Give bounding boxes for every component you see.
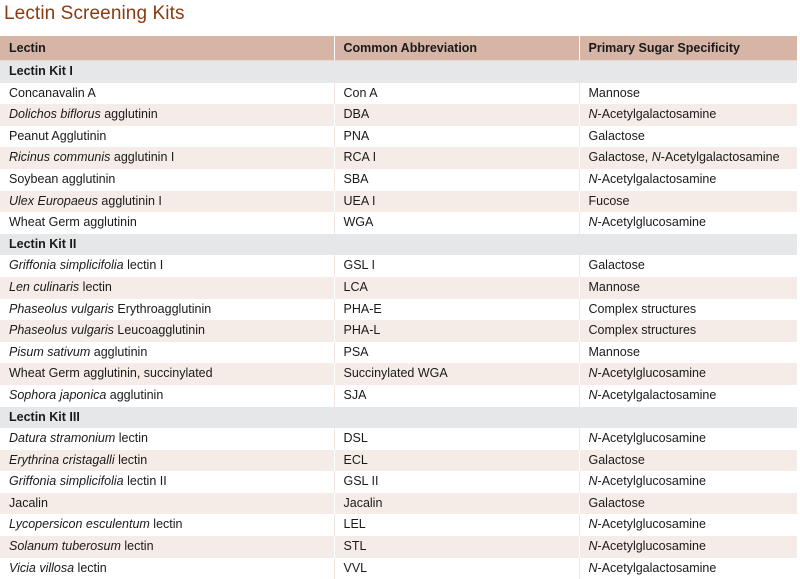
abbreviation-cell: PNA — [334, 126, 579, 148]
abbreviation-cell: SJA — [334, 385, 579, 407]
lectin-species-name: Pisum sativum — [9, 344, 91, 359]
lectin-name-cell — [0, 147, 334, 169]
table-row — [0, 277, 797, 299]
specificity-cell — [579, 514, 797, 536]
specificity-text: Galactose — [588, 258, 645, 273]
specificity-text: -Acetylgalactosamine — [597, 387, 717, 402]
specificity-text: Mannose — [588, 85, 640, 100]
lectin-name-text: Concanavalin A — [9, 85, 96, 100]
lectin-name-cell — [0, 363, 334, 385]
specificity-cell — [579, 536, 797, 558]
table-row — [0, 385, 797, 407]
table-row — [0, 104, 797, 126]
group-label: Lectin Kit III — [0, 407, 797, 429]
lectin-name-text: agglutinin — [90, 344, 148, 359]
lectin-species-name: Ricinus communis — [9, 150, 111, 165]
lectin-name-text: Erythroagglutinin — [113, 301, 212, 316]
abbreviation-cell: DSL — [334, 428, 579, 450]
specificity-cell — [579, 169, 797, 191]
lectin-species-name: Sophora japonica — [9, 387, 107, 402]
abbreviation-cell: LEL — [334, 514, 579, 536]
specificity-cell — [579, 450, 797, 472]
specificity-cell — [579, 558, 797, 579]
specificity-italic: N — [588, 171, 598, 186]
table-row — [0, 514, 797, 536]
lectin-name-cell — [0, 299, 334, 321]
lectin-species-name: Griffonia simplicifolia — [9, 474, 124, 489]
group-row — [0, 61, 797, 83]
lectin-table — [0, 36, 797, 579]
specificity-cell — [579, 104, 797, 126]
lectin-name-text: Peanut Agglutinin — [9, 128, 107, 143]
abbreviation-cell: VVL — [334, 558, 579, 579]
specificity-text: -Acetylglucosamine — [597, 431, 706, 446]
abbreviation-cell: GSL II — [334, 471, 579, 493]
lectin-name-text: Soybean agglutinin — [9, 171, 116, 186]
specificity-text: Galactose — [588, 128, 645, 143]
specificity-cell — [579, 363, 797, 385]
specificity-prefix: Galactose, — [588, 150, 652, 165]
table-row — [0, 255, 797, 277]
specificity-italic: N — [588, 560, 598, 575]
table-row — [0, 558, 797, 579]
lectin-name-cell — [0, 493, 334, 515]
group-label: Lectin Kit II — [0, 234, 797, 256]
table-row — [0, 212, 797, 234]
specificity-text: -Acetylgalactosamine — [660, 150, 780, 165]
lectin-name-cell — [0, 191, 334, 213]
specificity-text: -Acetylglucosamine — [597, 474, 706, 489]
lectin-name-cell — [0, 277, 334, 299]
lectin-name-text: lectin I — [123, 258, 164, 273]
lectin-name-cell — [0, 342, 334, 364]
specificity-text: -Acetylglucosamine — [597, 366, 706, 381]
specificity-cell — [579, 255, 797, 277]
column-header-abbreviation: Common Abbreviation — [334, 36, 579, 61]
lectin-name-cell — [0, 514, 334, 536]
specificity-text: Complex structures — [588, 323, 697, 338]
specificity-text: -Acetylglucosamine — [597, 539, 706, 554]
specificity-italic: N — [588, 387, 598, 402]
lectin-species-name: Solanum tuberosum — [9, 539, 121, 554]
lectin-name-text: lectin — [79, 279, 112, 294]
lectin-species-name: Phaseolus vulgaris — [9, 301, 114, 316]
specificity-italic: N — [588, 366, 598, 381]
lectin-name-cell — [0, 558, 334, 579]
table-row — [0, 450, 797, 472]
group-row — [0, 407, 797, 429]
column-header-specificity: Primary Sugar Specificity — [579, 36, 797, 61]
lectin-name-text: Leucoagglutinin — [113, 323, 205, 338]
table-row — [0, 299, 797, 321]
abbreviation-cell: Succinylated WGA — [334, 363, 579, 385]
lectin-species-name: Griffonia simplicifolia — [9, 258, 124, 273]
lectin-name-text: Wheat Germ agglutinin — [9, 215, 137, 230]
table-row — [0, 169, 797, 191]
table-row — [0, 493, 797, 515]
specificity-text: -Acetylgalactosamine — [597, 107, 717, 122]
table-row — [0, 191, 797, 213]
table-row — [0, 320, 797, 342]
lectin-name-cell — [0, 536, 334, 558]
table-row — [0, 428, 797, 450]
lectin-name-text: agglutinin I — [97, 193, 162, 208]
abbreviation-cell: Jacalin — [334, 493, 579, 515]
lectin-species-name: Ulex Europaeus — [9, 193, 98, 208]
specificity-cell — [579, 191, 797, 213]
specificity-italic: N — [651, 150, 661, 165]
abbreviation-cell: GSL I — [334, 255, 579, 277]
lectin-species-name: Len culinaris — [9, 279, 80, 294]
lectin-species-name: Datura stramonium — [9, 431, 116, 446]
lectin-name-text: lectin — [120, 539, 154, 554]
abbreviation-cell: RCA I — [334, 147, 579, 169]
specificity-italic: N — [588, 215, 598, 230]
lectin-name-cell — [0, 169, 334, 191]
table-row — [0, 126, 797, 148]
lectin-name-text: Wheat Germ agglutinin, succinylated — [9, 366, 213, 381]
group-row — [0, 234, 797, 256]
abbreviation-cell: STL — [334, 536, 579, 558]
specificity-cell — [579, 385, 797, 407]
table-row — [0, 83, 797, 105]
specificity-text: Fucose — [588, 193, 630, 208]
abbreviation-cell: WGA — [334, 212, 579, 234]
column-header-lectin: Lectin — [0, 36, 334, 61]
specificity-text: Galactose — [588, 495, 645, 510]
specificity-text: -Acetylgalactosamine — [597, 171, 717, 186]
abbreviation-cell: UEA I — [334, 191, 579, 213]
lectin-name-cell — [0, 104, 334, 126]
abbreviation-cell: Con A — [334, 83, 579, 105]
specificity-italic: N — [588, 517, 598, 532]
table-row — [0, 536, 797, 558]
lectin-name-text: lectin — [114, 452, 148, 467]
lectin-name-text: agglutinin — [100, 107, 158, 122]
lectin-name-cell — [0, 212, 334, 234]
table-row — [0, 363, 797, 385]
lectin-name-cell — [0, 428, 334, 450]
specificity-italic: N — [588, 539, 598, 554]
lectin-species-name: Vicia villosa — [9, 560, 75, 575]
specificity-text: -Acetylglucosamine — [597, 215, 706, 230]
lectin-name-text: lectin — [74, 560, 107, 575]
specificity-text: -Acetylgalactosamine — [597, 560, 717, 575]
specificity-text: Mannose — [588, 344, 640, 359]
lectin-species-name: Phaseolus vulgaris — [9, 323, 114, 338]
specificity-cell — [579, 126, 797, 148]
lectin-name-text: lectin II — [123, 474, 167, 489]
lectin-name-cell — [0, 83, 334, 105]
abbreviation-cell: SBA — [334, 169, 579, 191]
lectin-name-text: agglutinin — [106, 387, 164, 402]
lectin-name-cell — [0, 255, 334, 277]
specificity-cell — [579, 320, 797, 342]
abbreviation-cell: PHA-E — [334, 299, 579, 321]
table-row — [0, 342, 797, 364]
abbreviation-cell: PSA — [334, 342, 579, 364]
lectin-name-cell — [0, 471, 334, 493]
specificity-cell — [579, 299, 797, 321]
specificity-text: Complex structures — [588, 301, 697, 316]
specificity-text: Galactose — [588, 452, 645, 467]
abbreviation-cell: LCA — [334, 277, 579, 299]
lectin-name-cell — [0, 126, 334, 148]
table-header-row — [0, 36, 797, 61]
page-title: Lectin Screening Kits — [4, 3, 185, 24]
specificity-italic: N — [588, 431, 598, 446]
specificity-cell — [579, 277, 797, 299]
lectin-name-cell — [0, 385, 334, 407]
specificity-cell — [579, 342, 797, 364]
lectin-name-text: lectin — [149, 517, 183, 532]
specificity-cell — [579, 471, 797, 493]
lectin-name-cell — [0, 450, 334, 472]
specificity-cell — [579, 212, 797, 234]
table-row — [0, 147, 797, 169]
specificity-italic: N — [588, 107, 598, 122]
abbreviation-cell: PHA-L — [334, 320, 579, 342]
abbreviation-cell: DBA — [334, 104, 579, 126]
specificity-italic: N — [588, 474, 598, 489]
lectin-name-cell — [0, 320, 334, 342]
lectin-species-name: Dolichos biflorus — [9, 107, 101, 122]
lectin-species-name: Lycopersicon esculentum — [9, 517, 150, 532]
specificity-cell — [579, 493, 797, 515]
lectin-species-name: Erythrina cristagalli — [9, 452, 115, 467]
specificity-cell — [579, 83, 797, 105]
group-label: Lectin Kit I — [0, 61, 797, 83]
specificity-text: -Acetylglucosamine — [597, 517, 706, 532]
lectin-name-text: Jacalin — [9, 495, 48, 510]
lectin-name-text: agglutinin I — [110, 150, 175, 165]
lectin-name-text: lectin — [115, 431, 148, 446]
abbreviation-cell: ECL — [334, 450, 579, 472]
table-row — [0, 471, 797, 493]
specificity-cell — [579, 428, 797, 450]
specificity-text: Mannose — [588, 279, 640, 294]
specificity-cell — [579, 147, 797, 169]
